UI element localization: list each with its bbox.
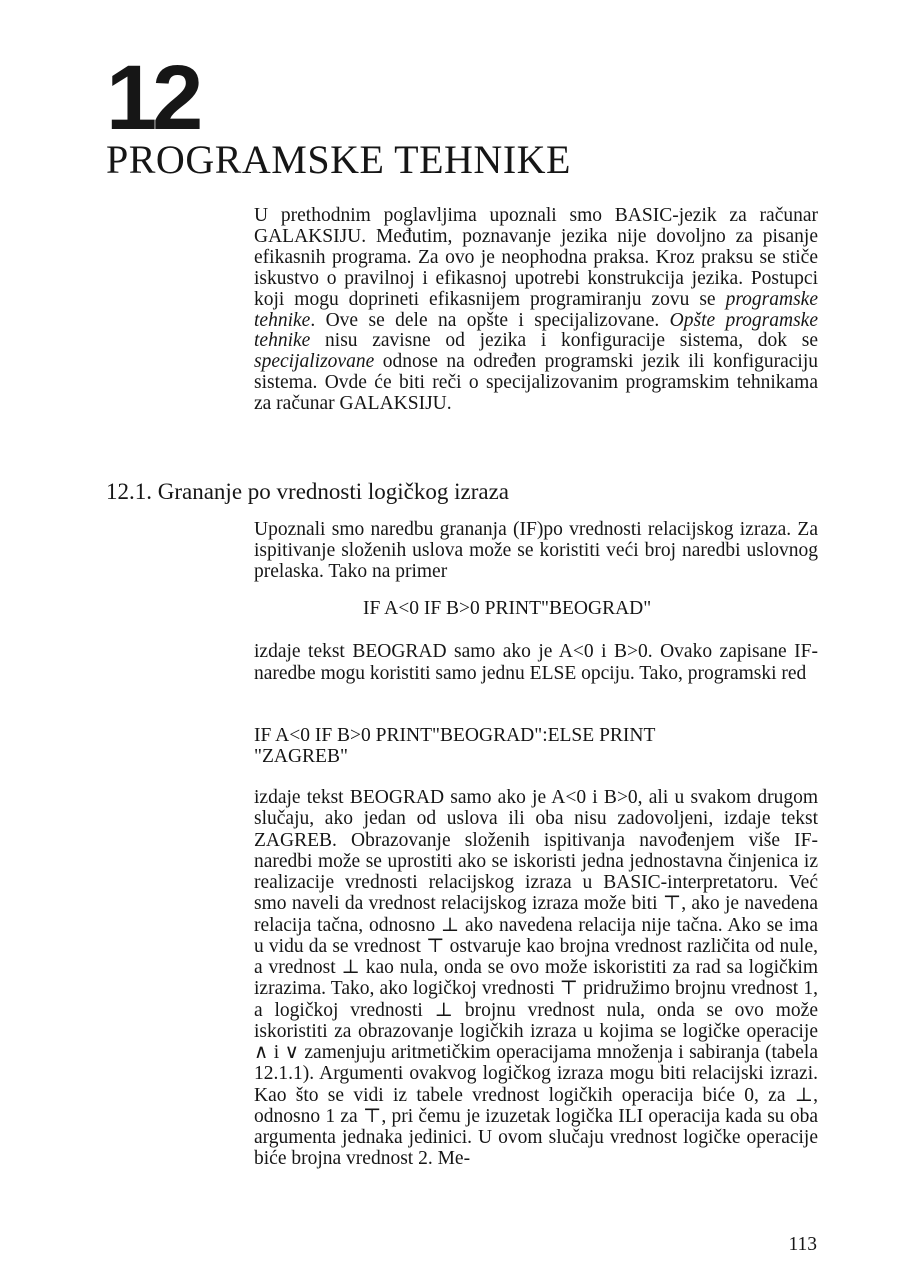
section-paragraph-3: izdaje tekst BEOGRAD samo ako je A<0 i B>0, ali u svakom drugom slučaju, ako jedan od uslova ili oba nisu zadovoljeni, izdaje tekst ZAGREB. Obrazovanje složenih ispitivanja navođenjem više IF-naredbi može se uprostiti ako se iskoristi jedna jednostavna činjenica iz realizacije vrednosti relacijskog izraza u BASIC-interpretatoru. Već smo naveli da vrednost relacijskog izraza može biti ⊤, ako je navedena relacija tačna, odnosno ⊥ ako navedena relacija nije tačna. Ako se ima u vidu da se vrednost ⊤ ostvaruje kao brojna vrednost različita od nule, a vrednost ⊥ kao nula, onda se ovo može iskoristiti za rad sa logičkim izrazima. Tako, ako logičkoj vrednosti ⊤ pridružimo brojnu vrednost 1, a logičkoj vrednosti ⊥ brojnu vrednost nula, onda se ovo može iskoristiti za obrazovanje logičkih izraza u kojima se logičke operacije ∧ i ∨ zamenjuju aritmetičkim operacijama množenja i sabiranja (tabela 12.1.1). Argumenti ovakvog logičkog izraza mogu biti relacijski izrazi. Kao što se vidi iz tabele vrednost logičkih operacija biće 0, za ⊥, odnosno 1 za ⊤, pri čemu je izuzetak logička ILI operacija kada su oba argumenta jednaka jedinici. U ovom slučaju vrednost logičke operacije biće brojna vrednost 2. Me- [254,787,818,1170]
section-paragraph-1: Upoznali smo naredbu grananja (IF)po vrednosti relacijskog izraza. Za ispitivanje složenih uslova može se koristiti veći broj naredbi uslovnog prelaska. Tako na primer [254,519,818,582]
intro-text-1: U prethodnim poglavljima upoznali smo BASIC-jezik za računar GALAKSIJU. Međutim, poznavanje jezika nije dovoljno za pisanje efikasnih programa. Za ovo je neophodna praksa. Kroz praksu se stiče iskustvo o pravilnoj i efikasnoj upotrebi konstrukcija jezika. Postupci koji mogu doprineti efikasnijem programiranju zovu se [254,205,818,310]
intro-text-4: odnose na određen programski jezik ili konfiguraciju sistema. Ovde će biti reči o specijalizovanim programskim tehnikama za računar GALAKSIJU. [254,351,818,415]
section-number: 12.1. [106,479,152,504]
code-example-2 [254,725,655,767]
code-example-2-line-1: IF A<0 IF B>0 PRINT"BEOGRAD":ELSE PRINT [254,725,656,746]
chapter-number: 12 [106,47,199,149]
intro-term-programske-tehnike: programske tehnike [254,288,818,331]
section-title: Grananje po vrednosti logičkog izraza [157,479,510,504]
chapter-title: PROGRAMSKE TEHNIKE [106,137,571,182]
intro-term-specijalizovane: specijalizovane [254,351,375,373]
intro-text-3: nisu zavisne od jezika i konfiguracije sistema, dok se [310,330,818,352]
code-example-1: IF A<0 IF B>0 PRINT"BEOGRAD" [363,598,652,619]
page-number: 113 [788,1234,817,1255]
code-example-2-line-2: "ZAGREB" [254,746,348,767]
intro-term-opste-tehnike: Opšte programske tehnike [254,309,818,352]
intro-text-2: . Ove se dele na opšte i specijalizovane. [310,309,670,331]
section-heading [106,478,509,506]
intro-paragraph [254,206,818,415]
section-paragraph-2: izdaje tekst BEOGRAD samo ako je A<0 i B>0. Ovako zapisane IF-naredbe mogu koristiti samo jednu ELSE opciju. Tako, programski red [254,641,818,684]
